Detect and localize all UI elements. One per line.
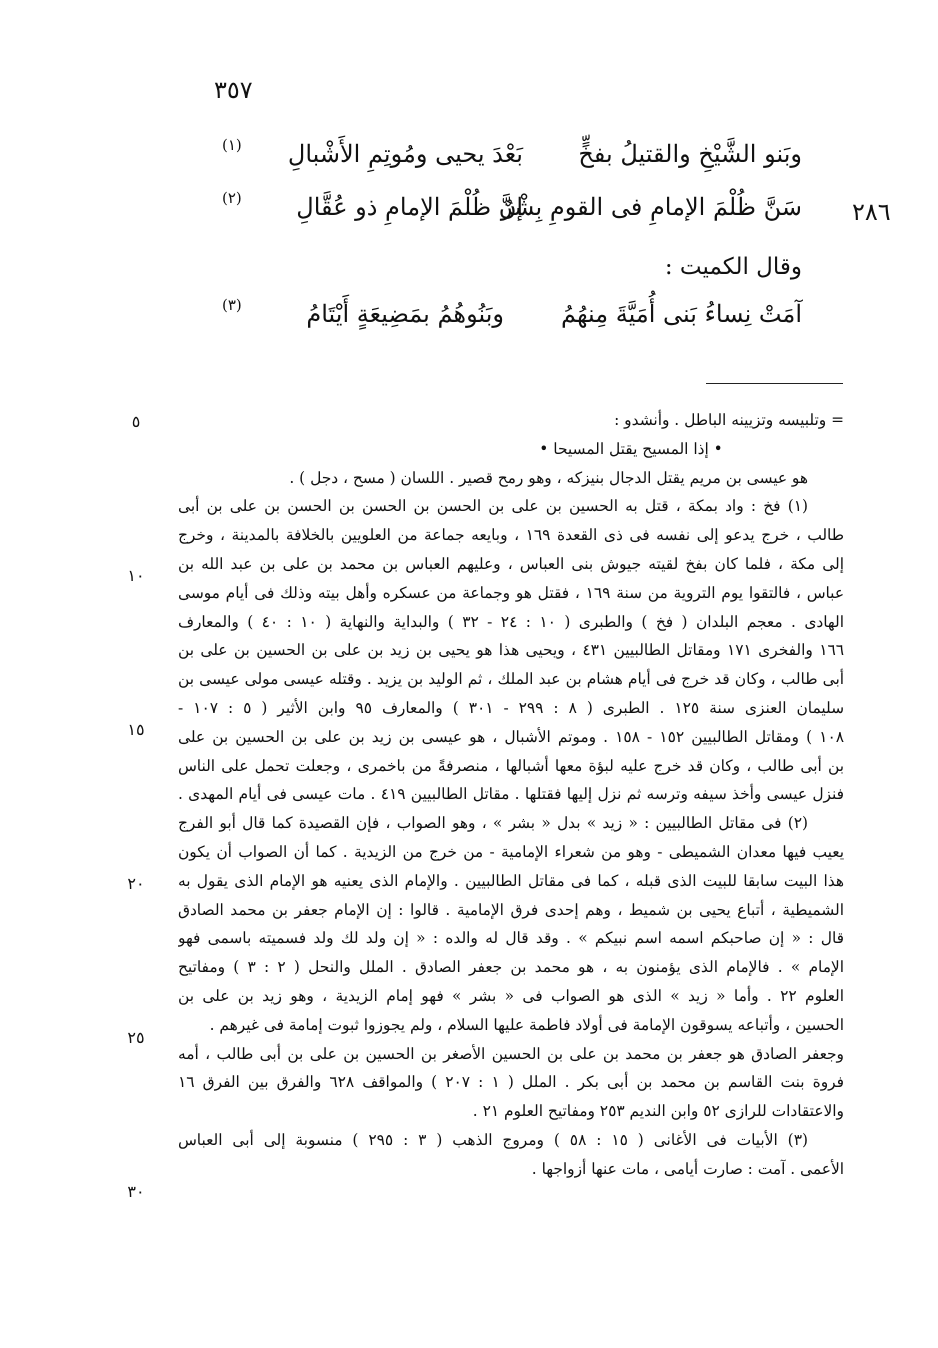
footnote-line: يعيب فيها معدان الشميطى - وهو من شعراء الإمامية - من خرج من الزيدية . كما أن الصواب أن يكون	[178, 842, 844, 861]
footnote-line: أبى طالب ، وكان قد خرج فى أيام هشام بن عبد الملك ، ثم الوليد بن يزيد . وقتله عيسى مولى عيسى بن	[178, 670, 844, 689]
footnote-separator	[706, 383, 843, 384]
footnote-line: سليمان العنزى سنة ١٢٥ . الطبرى ( ٨ : ٢٩٩ - ٣٠١ ) والمعارف ٩٥ وابن الأثير ( ٥ : ١٠٧ -	[178, 698, 844, 717]
verse-3-footnote-marker: (٣)	[222, 296, 242, 314]
footnote-line: عباس ، فالتقوا يوم التروية من سنة ١٦٩ ، فقتل هو وجماعة من عسكره وأهل بيته وذلك فى أيام موسى	[178, 583, 844, 602]
line-number-5: ٥	[131, 412, 141, 431]
footnote-line: بن أبى طالب ، وكان قد خرج عليه لبؤة معها أشبالها ، منصرفةً من باخمرى ، وجعلت تحمل على الناس	[178, 756, 844, 775]
verse-1-right-hemistich: وبَنو الشَّيْخِ والقتيلُ بفخٍّ	[578, 140, 802, 168]
footnote-line: الحسين ، وأتباعه يسوقون الإمامة فى أولاد فاطمة عليها السلام ، ولم يجوزوا ثبوت إمامة فى غيرهم .	[209, 1015, 844, 1034]
footnotes	[178, 406, 844, 1184]
page-number: ٣٥٧	[214, 76, 253, 104]
margin-number: ٢٨٦	[852, 198, 891, 226]
verse-3-left-hemistich: وبَنُوهُمُ بمَضِيعَةٍ أَيْتَامُ	[306, 300, 504, 328]
footnote-line: الأعمى . آمت : صارت أيامى ، مات عنها أزواجها .	[531, 1159, 844, 1178]
footnote-line: فروة بنت القاسم بن محمد بن أبى بكر . الملل ( ١ : ٢٠٧ ) والمواقف ٦٢٨ والفرق بين الفرق ١٦	[178, 1073, 844, 1092]
footnote-line: (١) فخ : واد بمكة ، قتل به الحسين بن على بن الحسن بن الحسن بن الحسن بن على بن أبى	[178, 497, 808, 516]
footnote-line: الهادى . معجم البلدان ( فخ ) والطبرى ( ١٠ : ٢٤ - ٣٢ ) والبداية والنهاية ( ١٠ : ٤٠ ) والمعارف	[178, 612, 844, 631]
line-number-15: ١٥	[127, 720, 145, 739]
footnote-line: هو عيسى بن مريم يقتل الدجال بنيزكه ، وهو رمح قصير . اللسان ( مسح ، دجل ) .	[289, 468, 808, 487]
verse-3	[0, 296, 938, 340]
footnote-line: • إذا المسيح يقتل المسيحا •	[539, 439, 723, 458]
verse-2	[0, 189, 938, 233]
footnote-line: الشميطية ، أتباع يحيى بن شميط ، وهم إحدى فرق الإمامية . قالوا : إن الإمام جعفر بن محمد الصادق	[178, 900, 844, 919]
footnote-line: هذا البيت سابقا للبيت الذى قبله ، كما فى مقاتل الطالبيين . والإمام الذى يعنيه هو الإمام الذى يقول به	[178, 871, 844, 890]
verse-1-footnote-marker: (١)	[222, 136, 242, 154]
footnote-line: طالب ، خرج يدعو إلى نفسه فى ذى القعدة ١٦٩ ، وبايعه جماعة من العلويين بالخلافة بالمدينة ، وخرج	[178, 526, 844, 545]
footnote-line: العلوم ٢٢ . وأما « زيد » الذى هو الصواب فى « بشر » فهو إمام الزيدية ، وهو زيد بن على بن	[178, 986, 844, 1005]
line-number-30: ٣٠	[127, 1182, 145, 1201]
footnote-line: ١٠٨ ) ومقاتل الطالبيين ١٥٢ - ١٥٨ . وموتم الأشبال ، هو عيسى بن زيد بن على بن الحسين بن على	[178, 727, 844, 746]
line-number-10: ١٠	[127, 566, 145, 585]
footnote-line: (٢) فى مقاتل الطالبيين : « زيد » بدل « بشر » ، وهو الصواب ، فإن القصيدة كما قال أبو الفرج	[178, 814, 808, 833]
verse-2-right-hemistich: سَنَّ ظُلْمَ الإمامِ فى القومِ بِشْرٌ	[500, 193, 802, 221]
footnote-line: فنزل عيسى وأخذ سيفه وترسه ثم نزل إليها فقتلها . مقاتل الطالبيين ٤١٩ . مات عيسى فى أيام المهدى .	[178, 785, 844, 804]
verse-3-right-hemistich: آمَتْ نِساءُ بَنى أُمَيَّةَ مِنهُمُ	[561, 300, 802, 328]
verse-2-footnote-marker: (٢)	[222, 189, 242, 207]
footnote-line: والاعتقادات للرازى ٥٢ وابن النديم ٢٥٣ ومفاتيح العلوم ٢١ .	[472, 1102, 844, 1121]
footnote-line: إلى مكة ، فلما كان بفخ لقيته جيوش بنى العباس ، وعليهم العباس بن محمد بن على بن عبد الله بن	[178, 554, 844, 573]
line-number-25: ٢٥	[127, 1028, 145, 1047]
footnote-line: = وتلبيسه وتزيينه الباطل . وأنشدو :	[614, 411, 844, 429]
footnote-line: ١٦٦ والفخرى ١٧١ ومقاتل الطالبيين ٤٣١ ، ويحيى هذا هو يحيى بن زيد بن على بن الحسين بن على بن	[178, 641, 844, 660]
footnote-line: (٣) الأبيات فى الأغانى ( ١٥ : ٥٨ ) ومروج الذهب ( ٣ : ٢٩٥ ) منسوبة إلى أبى العباس	[178, 1130, 808, 1149]
verse-1-left-hemistich: بَعْدَ يحيى ومُوتِمِ الأَشْبالِ	[287, 140, 523, 168]
verse-1	[0, 136, 938, 180]
footnote-line: وجعفر الصادق هو جعفر بن محمد بن على بن الحسين الأصغر بن الحسين بن على بن أبى طالب ، أمه	[178, 1044, 844, 1063]
line-number-20: ٢٠	[127, 874, 145, 893]
footnote-line: الإمام » . فالإمام الذى يؤمنون به ، هو محمد بن جعفر الصادق . الملل والنحل ( ٢ : ٣ ) ومفاتيح	[178, 958, 844, 977]
verse-2-left-hemistich: إنَّ ظُلْمَ الإمامِ ذو عُقَّالِ	[296, 193, 523, 221]
poem-intro: وقال الكميت :	[664, 254, 802, 280]
footnote-line: قال : « إن صاحبكم اسمه اسم نبيكم » . وقد قال له والده : « إن ولد لك ولد فسميته باسمى فهو	[178, 929, 844, 948]
